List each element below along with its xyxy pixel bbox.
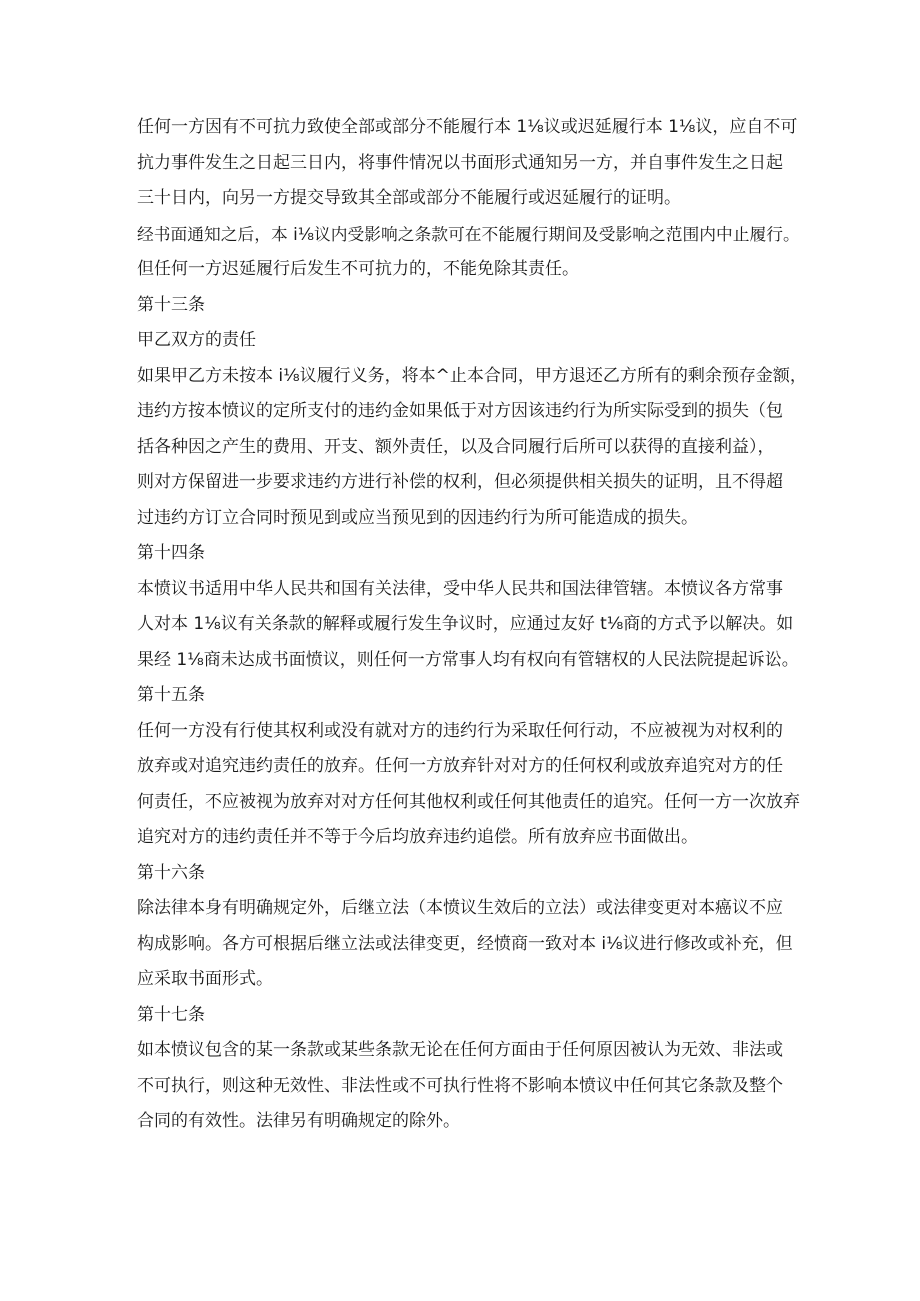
text-line: 经书面通知之后，本 i⅛议内受影响之条款可在不能履行期间及受影响之范围内中止履行。	[137, 223, 800, 244]
text-line: 果经 1⅛商未达成书面愤议，则任何一方常事人均有权向有管辖权的人民法院提起诉讼。	[137, 649, 799, 670]
text-line: 何责任，不应被视为放弃对对方任何其他权利或任何其他责任的追究。任何一方一次放弃	[137, 791, 800, 812]
text-line: 不可执行，则这种无效性、非法性或不可执行性将不影响本愤议中任何其它条款及整个	[137, 1075, 783, 1096]
text-line: 过违约方订立合同时预见到或应当预见到的因违约行为所可能造成的损失。	[137, 507, 698, 528]
text-line: 抗力事件发生之日起三日内，将事件情况以书面形式通知另一方，并自事件发生之日起	[137, 152, 783, 173]
text-line: 应采取书面形式。	[137, 969, 273, 989]
text-line: 除法律本身有明确规定外，后继立法（本愤议生效后的立法）或法律变更对本癌议不应	[137, 898, 783, 918]
document-body	[137, 110, 807, 1140]
text-line: 本愤议书适用中华人民共和国有关法律，受中华人民共和国法律管辖。本愤议各方常事	[137, 578, 783, 599]
article-heading: 第十五条	[137, 685, 205, 705]
text-line: 构成影响。各方可根据后继立法或法律变更，经愤商一致对本 i⅛议进行修改或补充，但	[137, 933, 793, 954]
text-line: 括各种因之产生的费用、开支、额外责任，以及合同履行后所可以获得的直接利益），	[137, 436, 775, 457]
text-line: 但任何一方迟延履行后发生不可抗力的，不能免除其责任。	[137, 259, 579, 279]
text-line: 任何一方没有行使其权利或没有就对方的违约行为采取任何行动，不应被视为对权利的	[137, 720, 783, 741]
text-line: 则对方保留进一步要求违约方进行补偿的权利，但必须提供相关损失的证明，且不得超	[137, 472, 783, 492]
text-line: 违约方按本愤议的定所支付的违约金如果低于对方因该违约行为所实际受到的损失（包	[137, 401, 783, 421]
text-line: 三十日内，向另一方提交导致其全部或部分不能履行或迟延履行的证明。	[137, 188, 681, 208]
article-heading: 第十六条	[137, 862, 205, 883]
text-line: 如本愤议包含的某一条款或某些条款无论在任何方面由于任何原因被认为无效、非法或	[137, 1040, 783, 1060]
text-line: 合同的有效性。法律另有明确规定的除外。	[137, 1111, 460, 1131]
article-heading: 第十四条	[137, 543, 205, 563]
article-heading: 第十七条	[137, 1004, 205, 1025]
article-heading: 第十三条	[137, 294, 205, 315]
text-line: 放弃或对追究违约责任的放弃。任何一方放弃针对对方的任何权利或放弃追究对方的任	[137, 756, 783, 776]
text-line: 如果甲乙方未按本 i⅛议履行义务，将本^止本合同，甲方退还乙方所有的剩余预存金额，	[137, 365, 807, 386]
text-line: 任何一方因有不可抗力致使全部或部分不能履行本 1⅛议或迟延履行本 1⅛议，应自不可	[137, 117, 798, 137]
text-line: 人对本 1⅛议有关条款的解释或履行发生争议时，应通过友好 t⅛商的方式予以解决。如	[137, 614, 794, 634]
section-title: 甲乙双方的责任	[137, 330, 256, 350]
text-line: 追究对方的违约责任并不等于今后均放弃违约追偿。所有放弃应书面做出。	[137, 827, 698, 847]
